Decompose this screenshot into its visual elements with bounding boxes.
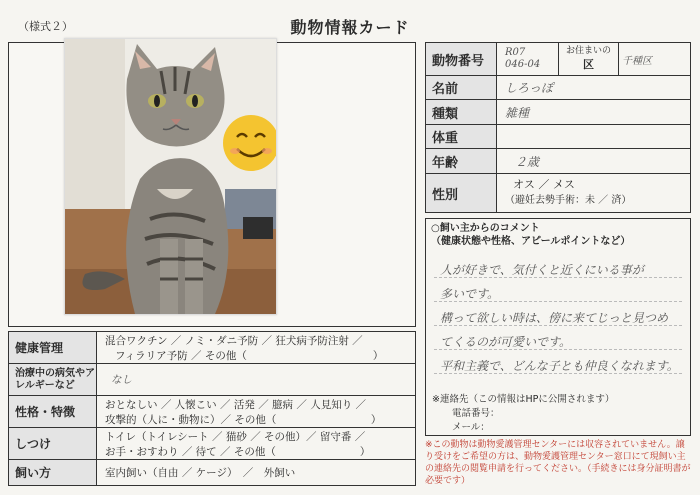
illness-value: なし	[111, 374, 132, 386]
illness-row	[9, 364, 415, 396]
name-row	[426, 76, 690, 100]
form-number: （様式２）	[18, 20, 73, 33]
residence-label: お住まいの	[565, 46, 611, 56]
keeping-value: 室内飼い（自由 ／ ケージ） ／ 外飼い	[105, 467, 296, 479]
comment-line: 平和主義で、どんな子とも仲良くなれます。	[440, 359, 679, 373]
comment-line: 人が好きで、気付くと近くにいる事が	[440, 263, 644, 277]
animal-number-value: R07 046-04	[497, 43, 559, 75]
personality-value-line: おとなしい ／ 人懐こい ／ 活発 ／ 臆病 ／ 人見知り ／	[105, 399, 367, 411]
email-label: メール：	[452, 422, 490, 433]
personality-cell	[97, 396, 415, 427]
page-title: 動物情報カード	[290, 18, 410, 37]
age-label: 年齢	[426, 149, 497, 173]
training-value-line: トイレ（トイレシート ／ 猫砂 ／ その他）／ 留守番 ／	[105, 431, 366, 443]
health-cell	[97, 332, 415, 363]
animal-number-label: 動物番号	[426, 43, 497, 75]
health-label: 健康管理	[9, 332, 97, 363]
keeping-row	[9, 460, 415, 485]
comment-line: 構って欲しい時は、傍に来てじっと見つめ	[440, 311, 669, 325]
residence-value: 千種区	[622, 55, 652, 67]
type-row	[426, 100, 690, 125]
comment-heading: ○飼い主からのコメント	[431, 223, 540, 234]
health-value-line: 混合ワクチン ／ ノミ・ダニ予防 ／ 狂犬病予防注射 ／	[105, 335, 363, 347]
personality-label: 性格・特徴	[9, 396, 97, 427]
sex-value: オス ／ メス	[513, 178, 575, 191]
keeping-label: 飼い方	[9, 460, 97, 485]
type-label: 種類	[426, 100, 497, 124]
comment-line: 多いです。	[440, 287, 500, 301]
age-value: ２歳	[515, 154, 540, 169]
training-row	[9, 428, 415, 460]
cat-photo-illustration	[65, 39, 277, 315]
training-value-line: お手・おすわり ／ 待て ／ その他（ ）	[105, 446, 371, 458]
sex-cell	[497, 174, 690, 212]
illness-label: 治療中の病気やアレルギーなど	[9, 364, 97, 395]
health-row	[9, 332, 415, 364]
residence-suffix: 区	[583, 58, 594, 71]
contact-label: ※連絡先（この情報はHPに公開されます）	[432, 394, 615, 405]
weight-value	[497, 125, 690, 148]
type-value: 雑種	[505, 105, 530, 120]
age-row	[426, 149, 690, 174]
weight-row	[426, 125, 690, 149]
comment-subheading: （健康状態や性格、アピールポイントなど）	[431, 236, 631, 247]
sex-row	[426, 174, 690, 212]
comment-line: てくるのが可愛いです。	[440, 335, 572, 349]
name-label: 名前	[426, 76, 497, 99]
animal-number-row	[426, 43, 690, 76]
health-value-line: フィラリア予防 ／ その他（ ）	[115, 350, 384, 362]
personality-value-line: 攻撃的（人に・動物に）／ その他（ ）	[105, 414, 382, 426]
notice-text: ※この動物は動物愛護管理センターには収容されていません。譲り受けをご希望の方は、動物愛護管理センター窓口にて現飼い主の連絡先の閲覧申請を行ってください。（手続きには身分証明書が必要です）	[425, 440, 691, 486]
training-cell	[97, 428, 415, 459]
name-value: しろっぽ	[505, 81, 554, 95]
training-label: しつけ	[9, 428, 97, 459]
sex-label: 性別	[426, 174, 497, 212]
owner-comment-box	[425, 218, 691, 436]
care-info-table	[8, 331, 416, 486]
animal-info-table	[425, 42, 691, 213]
cat-photo	[64, 38, 277, 315]
phone-label: 電話番号：	[452, 408, 500, 419]
weight-label: 体重	[426, 125, 497, 148]
neuter-value: （避妊去勢手術：未 ／ 済）	[505, 195, 632, 206]
residence-label-cell	[559, 43, 619, 75]
personality-row	[9, 396, 415, 428]
